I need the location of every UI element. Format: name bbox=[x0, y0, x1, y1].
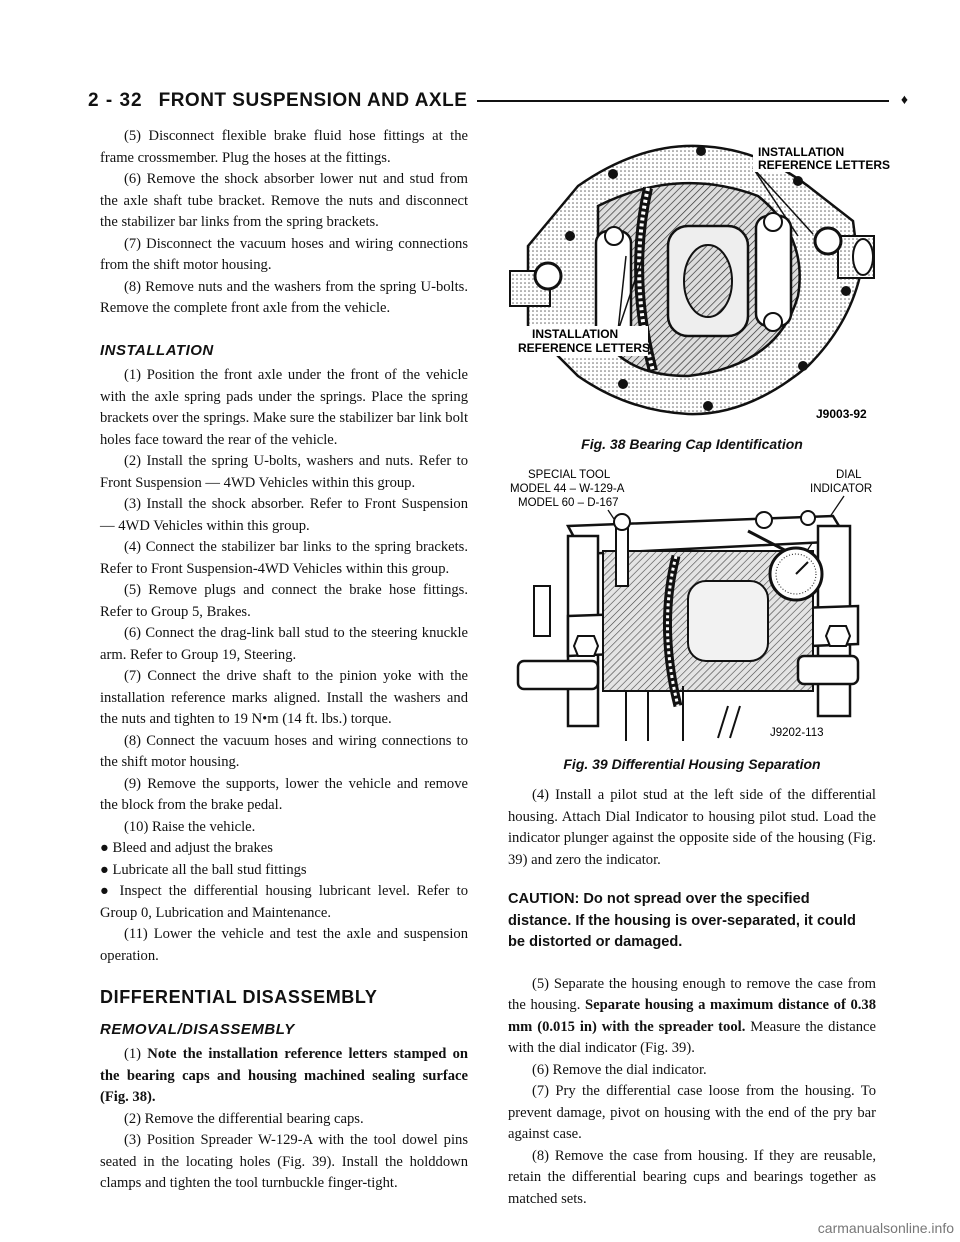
disassembly-heading: DIFFERENTIAL DISASSEMBLY bbox=[100, 987, 378, 1007]
disassembly-step-2: (2) Remove the differential bearing caps. bbox=[124, 1110, 364, 1127]
figure-39-caption: Fig. 39 Differential Housing Separation bbox=[563, 755, 821, 772]
bullet-item: ● Bleed and adjust the brakes bbox=[100, 840, 273, 856]
install-step-3: (3) Install the shock absorber. Refer to Front Suspension — 4WD Vehicles within this group. bbox=[100, 496, 468, 534]
install-step-10: (10) Raise the vehicle. bbox=[124, 818, 256, 835]
install-step-11: (11) Lower the vehicle and test the axle and suspension operation. bbox=[100, 926, 468, 964]
removal-step-6: (6) Remove the shock absorber lower nut and stud from the axle shaft tube bracket. Remove the nuts and disconnect the stabilizer bar links from the spring brackets. bbox=[100, 171, 468, 230]
install-step-8: (8) Connect the vacuum hoses and wiring connections to the shift motor housing. bbox=[100, 732, 468, 770]
install-step-7: (7) Connect the drive shaft to the pinion yoke with the installation reference marks aligned. Install the washers and the nuts and tighten to 19 N•m (14 ft. lbs.) torque. bbox=[100, 668, 468, 727]
install-step-6: (6) Connect the drag-link ball stud to the steering knuckle arm. Refer to Group 19, Steering. bbox=[100, 625, 468, 663]
diamond-icon: ♦ bbox=[900, 93, 908, 108]
figure-38-caption: Fig. 38 Bearing Cap Identification bbox=[581, 436, 803, 452]
page-number: 2 - 32 bbox=[88, 90, 143, 111]
install-step-9: (9) Remove the supports, lower the vehicle and remove the block from the brake pedal. bbox=[100, 775, 468, 813]
figure-38 bbox=[508, 126, 891, 456]
caution-note: CAUTION: Do not spread over the specified distance. If the housing is over-separated, it could be distorted or damaged. bbox=[508, 891, 856, 950]
removal-step-7: (7) Disconnect the vacuum hoses and wiring connections from the shift motor housing. bbox=[100, 235, 468, 273]
fig38-label-top-line2: REFERENCE LETTERS bbox=[758, 158, 891, 172]
disassembly-step-3: (3) Position Spreader W-129-A with the tool dowel pins seated in the locating holes (Fig. 39). Install the holddown clamps and tighten the tool turnbuckle finger-tight. bbox=[100, 1132, 468, 1191]
fig39-label-tool-line1: SPECIAL TOOL bbox=[528, 468, 611, 481]
bullet-item: ● Lubricate all the ball stud fittings bbox=[100, 861, 307, 878]
step-number: (1) bbox=[124, 1046, 148, 1062]
page-header bbox=[88, 84, 908, 118]
install-step-1: (1) Position the front axle under the front of the vehicle with the axle spring pads under the springs. Place the spring brackets over the springs. Make sure the stabilizer bar link bolt holes face toward the rear of the vehicle. bbox=[100, 367, 468, 448]
removal-step-5: (5) Disconnect flexible brake fluid hose fittings at the frame crossmember. Plug the hoses at the fittings. bbox=[100, 128, 468, 166]
step-bold-text: Note the installation reference letters stamped on the bearing caps and housing machined sealing surface (Fig. 38). bbox=[100, 1046, 468, 1105]
fig38-label-left-line1: INSTALLATION bbox=[532, 327, 619, 341]
step-bold-text: Separate housing a maximum distance of 0.38 mm (0.015 in) with the spreader tool. bbox=[508, 997, 876, 1035]
install-step-4: (4) Connect the stabilizer bar links to the spring brackets. Refer to Front Suspension-4WD Vehicles within this group. bbox=[100, 539, 468, 577]
separation-step-7: (7) Pry the differential case loose from the housing. To prevent damage, pivot on housing with the end of the pry bar against case. bbox=[508, 1083, 876, 1142]
housing-separation-illustration bbox=[508, 466, 876, 746]
install-step-2: (2) Install the spring U-bolts, washers and nuts. Refer to Front Suspension — 4WD Vehicles within this group. bbox=[100, 453, 468, 491]
bullet-item: ● Inspect the differential housing lubricant level. Refer to Group 0, Lubrication and Maintenance. bbox=[100, 883, 468, 921]
fig39-label-tool-line3: MODEL 60 – D-167 bbox=[518, 496, 619, 509]
removal-step-8: (8) Remove nuts and the washers from the spring U-bolts. Remove the complete front axle from the vehicle. bbox=[100, 278, 468, 316]
section-title: FRONT SUSPENSION AND AXLE bbox=[158, 90, 468, 111]
bearing-cap-illustration bbox=[508, 126, 891, 426]
installation-heading: INSTALLATION bbox=[100, 341, 214, 359]
separation-step-4: (4) Install a pilot stud at the left side of the differential housing. Attach Dial Indicator to housing pilot stud. Load the indicator plunger against the opposite side of the housing (Fig. 39) and zero the indicator. bbox=[508, 787, 876, 868]
fig39-label-dial-line2: INDICATOR bbox=[810, 482, 873, 495]
header-rule bbox=[477, 100, 888, 102]
separation-step-8: (8) Remove the case from housing. If they are reusable, retain the differential bearing cups and bearings together as matched sets. bbox=[508, 1147, 876, 1207]
disassembly-step-1 bbox=[100, 1044, 468, 1109]
fig39-code: J9202-113 bbox=[770, 726, 824, 739]
separation-step-6: (6) Remove the dial indicator. bbox=[532, 1061, 707, 1078]
left-column bbox=[100, 126, 468, 1195]
fig38-code: J9003-92 bbox=[816, 407, 867, 421]
fig38-label-top-line1: INSTALLATION bbox=[758, 145, 845, 159]
step-text: (5) Separate the housing enough to remove the case from the housing. bbox=[508, 975, 876, 1013]
removal-disassembly-heading: REMOVAL/DISASSEMBLY bbox=[100, 1020, 295, 1038]
separation-step-5 bbox=[508, 974, 876, 1060]
figure-39 bbox=[508, 466, 876, 776]
right-column bbox=[508, 126, 891, 1210]
install-step-5: (5) Remove plugs and connect the brake hose fittings. Refer to Group 5, Brakes. bbox=[100, 582, 468, 620]
footer-watermark: carmanualsonline.info bbox=[817, 1220, 954, 1236]
fig39-label-dial-line1: DIAL bbox=[836, 468, 862, 481]
fig39-label-tool-line2: MODEL 44 – W-129-A bbox=[510, 482, 625, 495]
step-text: Measure the distance with the dial indicator (Fig. 39). bbox=[508, 1018, 876, 1056]
fig38-label-left-line2: REFERENCE LETTERS bbox=[518, 341, 651, 355]
